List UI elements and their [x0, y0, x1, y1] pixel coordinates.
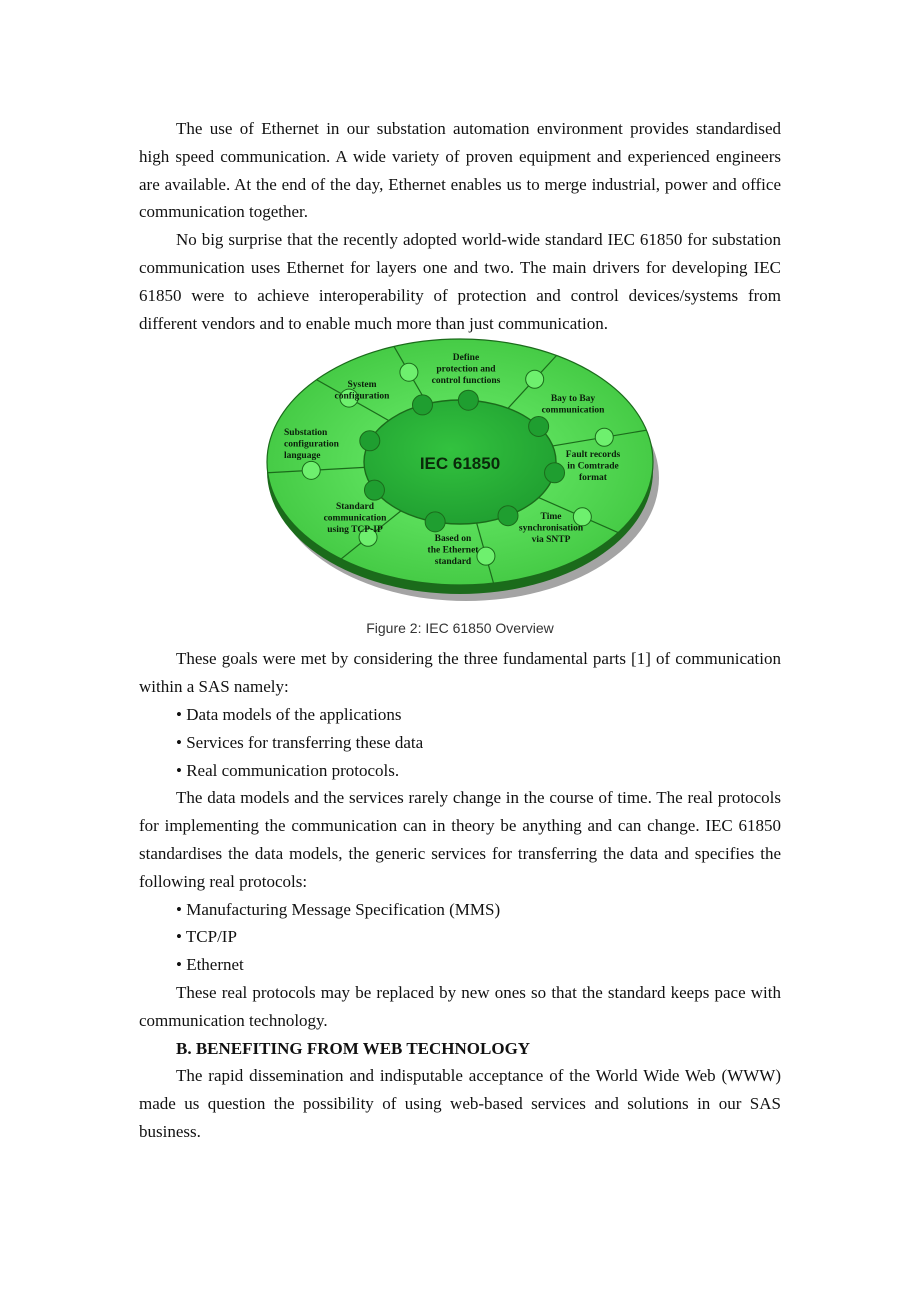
bullet-mms: • Manufacturing Message Specification (MMS): [176, 899, 501, 919]
figure-caption: Figure 2: IEC 61850 Overview: [366, 620, 554, 637]
paragraph-replaced-protocols: These real protocols may be replaced by new ones so that the standard keeps pace with communication technology.: [139, 982, 781, 1030]
bullet-ethernet: • Ethernet: [176, 955, 244, 975]
center-knob: [458, 391, 478, 411]
center-knob: [529, 417, 549, 437]
piece-bay-to-bay-label: Bay to Bay communication: [541, 394, 605, 416]
piece-ethernet-standard-label: Based on the Ethernet standard: [427, 534, 479, 568]
paragraph-iec-61850: No big surprise that the recently adopted world-wide standard IEC 61850 for substation communication uses Ethernet for layers one and two. The main drivers for developing IEC 61850 were to achieve interoperability of protection and control devices/systems from different vendors and to enable much more than just communication.: [139, 230, 781, 333]
figure-iec-61850-overview: [139, 337, 781, 645]
puzzle-diagram: [139, 337, 781, 645]
section-heading: B. BENEFITING FROM WEB TECHNOLOGY: [176, 1038, 531, 1058]
paragraph-fundamental-parts: These goals were met by considering the three fundamental parts [1] of communication within a SAS namely:: [139, 649, 781, 697]
piece-fault-records-label: Fault records in Comtrade format: [565, 450, 621, 484]
bullet-protocols: • Real communication protocols.: [176, 760, 400, 780]
paragraph-ethernet-use: The use of Ethernet in our substation automation environment provides standardised high speed communication. A wide variety of proven equipment and experienced engineers are available. At the end of the day, Ethernet enables us to merge industrial, power and office communication together.: [139, 119, 781, 222]
center-knob: [498, 506, 518, 526]
center-knob: [425, 512, 445, 532]
piece-system-configuration-label: System configuration: [334, 380, 390, 402]
piece-time-sync-label: Time synchronisation via SNTP: [518, 512, 584, 546]
center-label: IEC 61850: [419, 454, 501, 474]
paragraph-data-models: The data models and the services rarely change in the course of time. The real protocols for implementing the communication can in theory be anything and can change. IEC 61850 standardises the data models, the generic services for transferring the data and specifies the following real protocols:: [139, 788, 781, 891]
bullet-tcp-ip: • TCP/IP: [176, 927, 237, 947]
bullet-data-models: • Data models of the applications: [176, 704, 402, 724]
piece-scl-label: Substation configuration language: [284, 428, 339, 462]
bullet-services: • Services for transferring these data: [176, 732, 424, 752]
piece-define-protection-label: Define protection and control functions: [431, 353, 501, 387]
puzzle-knob: [477, 547, 495, 565]
center-knob: [545, 463, 565, 483]
puzzle-knob: [400, 364, 418, 382]
center-knob: [412, 395, 432, 415]
piece-tcp-ip-label: Standard communication using TCP-IP: [323, 502, 387, 536]
puzzle-knob: [526, 371, 544, 389]
puzzle-knob: [595, 429, 613, 447]
puzzle-knob: [302, 462, 320, 480]
document-page: [139, 115, 781, 1146]
center-knob: [360, 431, 380, 451]
center-knob: [364, 481, 384, 501]
paragraph-web-technology: The rapid dissemination and indisputable acceptance of the World Wide Web (WWW) made us question the possibility of using web-based services and solutions in our SAS business.: [139, 1066, 781, 1141]
